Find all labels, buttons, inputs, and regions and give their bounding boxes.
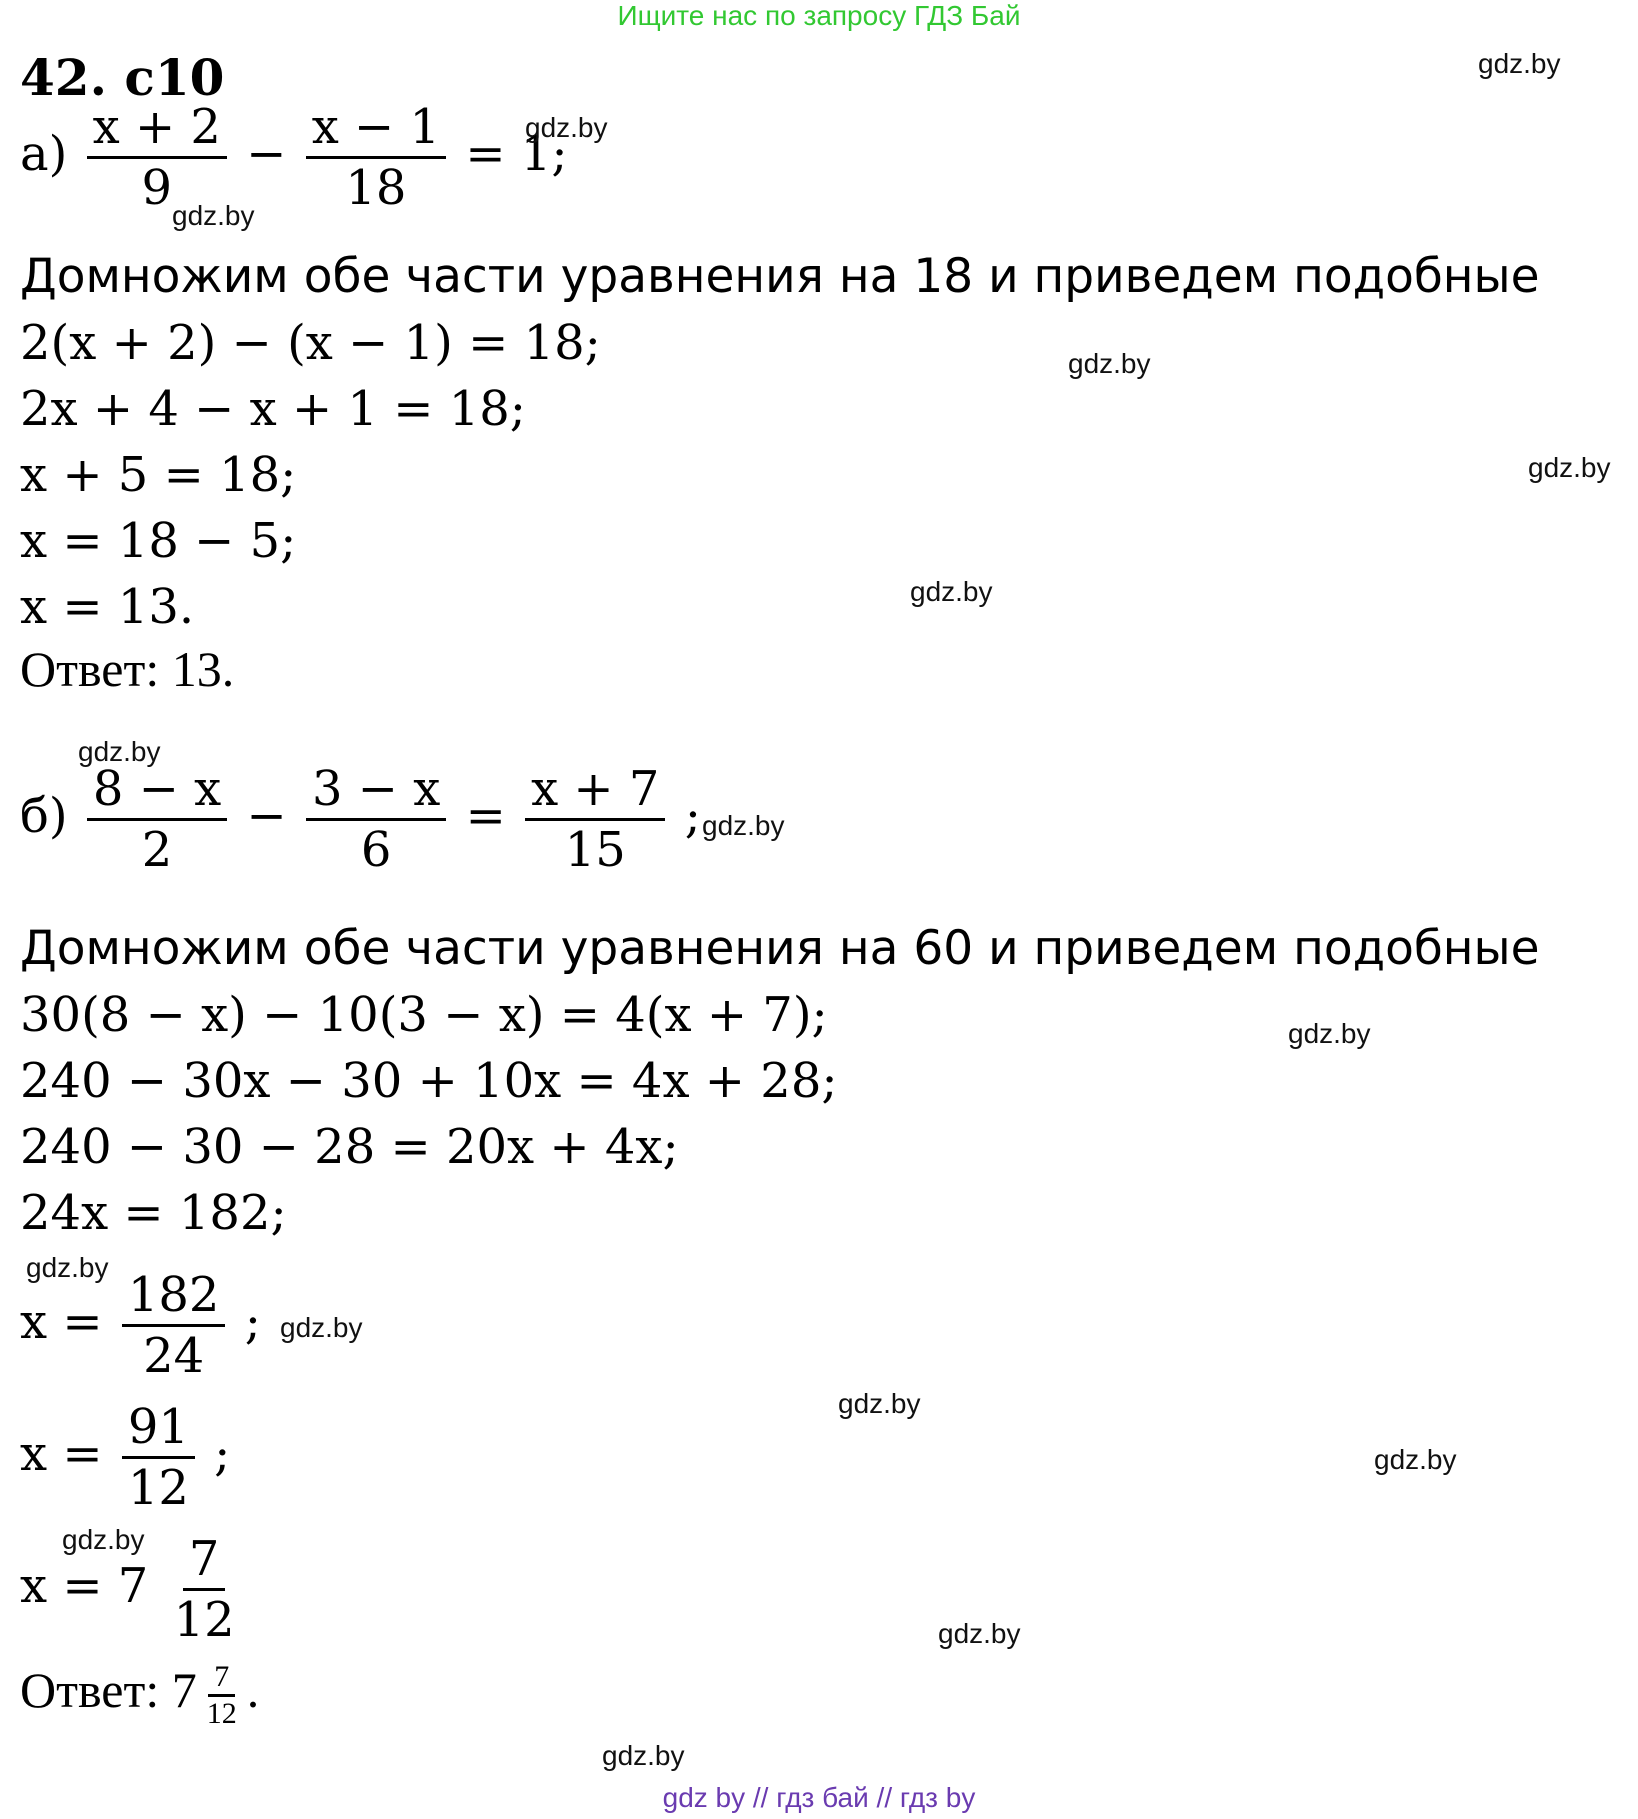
fraction-numerator: 7 (183, 1530, 226, 1591)
part-b-fraction-2 (306, 760, 446, 879)
fraction-denominator: 6 (360, 822, 392, 878)
part-a-step-5: x = 13. (20, 579, 195, 635)
answer-end: . (246, 1661, 260, 1718)
watermark: gdz.by (280, 1312, 363, 1343)
watermark: gdz.by (62, 1524, 145, 1555)
fraction-denominator: 24 (143, 1328, 205, 1384)
watermark: gdz.by (938, 1618, 1021, 1649)
footer-links: gdz by // гдз бай // гдз by (662, 1782, 976, 1813)
watermark: gdz.by (525, 112, 608, 143)
fraction-numerator: 182 (122, 1266, 226, 1327)
fraction-denominator: 18 (345, 160, 407, 216)
fraction-numerator: x + 2 (87, 98, 227, 159)
watermark: gdz.by (838, 1388, 921, 1419)
part-a-label: а) (20, 126, 68, 182)
frac-step-fraction (168, 1530, 241, 1649)
part-a-step-4: x = 18 − 5; (20, 513, 297, 569)
watermark: gdz.by (78, 736, 161, 767)
part-b-label: б) (20, 788, 68, 844)
part-b-answer (20, 1660, 259, 1731)
part-a-instruction: Домножим обе части уравнения на 18 и приведем подобные (20, 249, 1540, 304)
frac-step-lhs: x = (20, 1294, 103, 1350)
part-b-step-3: 240 − 30 − 28 = 20x + 4x; (20, 1119, 679, 1175)
part-a-answer: Ответ: 13. (20, 641, 235, 697)
part-b-step-2: 240 − 30x − 30 + 10x = 4x + 28; (20, 1053, 838, 1109)
part-b-step-1: 30(8 − x) − 10(3 − x) = 4(x + 7); (20, 987, 828, 1043)
watermark: gdz.by (1478, 48, 1561, 79)
semicolon: ; (684, 788, 701, 844)
watermark: gdz.by (26, 1252, 109, 1283)
part-a-fraction-2 (306, 98, 446, 217)
part-a-step-1: 2(x + 2) − (x − 1) = 18; (20, 315, 601, 371)
watermark: gdz.by (1528, 452, 1611, 483)
fraction-denominator: 2 (141, 822, 173, 878)
part-b-fraction-1 (87, 760, 227, 879)
watermark: gdz.by (702, 810, 785, 841)
fraction-numerator: 7 (208, 1660, 235, 1697)
watermark: gdz.by (602, 1740, 685, 1771)
part-b-fraction-3 (525, 760, 665, 879)
frac-step-lhs: x = 7 (20, 1558, 149, 1614)
fraction-denominator: 12 (127, 1460, 189, 1516)
frac-step-fraction (122, 1398, 195, 1517)
answer-fraction (201, 1660, 243, 1731)
fraction-numerator: 91 (122, 1398, 195, 1459)
part-b-step-4: 24x = 182; (20, 1185, 287, 1241)
fraction-denominator: 12 (206, 1697, 237, 1730)
frac-step-end: ; (244, 1294, 261, 1350)
fraction-numerator: 3 − x (306, 760, 446, 821)
part-b-instruction: Домножим обе части уравнения на 60 и приведем подобные (20, 921, 1540, 976)
equals-sign: = (465, 788, 506, 844)
fraction-denominator: 15 (564, 822, 626, 878)
search-hint-banner: Ищите нас по запросу ГДЗ Бай (617, 0, 1021, 31)
watermark: gdz.by (172, 200, 255, 231)
answer-prefix: Ответ: 7 (20, 1661, 197, 1718)
frac-step-end: ; (214, 1426, 231, 1482)
frac-step-lhs: x = (20, 1426, 103, 1482)
part-b-equation (20, 760, 701, 879)
watermark: gdz.by (1374, 1444, 1457, 1475)
frac-step-fraction (122, 1266, 226, 1385)
watermark: gdz.by (1288, 1018, 1371, 1049)
minus-sign: − (246, 126, 287, 182)
watermark: gdz.by (1068, 348, 1151, 379)
minus-sign: − (246, 788, 287, 844)
equation-rhs: = 1; (465, 126, 568, 182)
fraction-denominator: 12 (173, 1592, 235, 1648)
watermark: gdz.by (910, 576, 993, 607)
part-b-frac-step-2 (20, 1398, 230, 1517)
fraction-numerator: 8 − x (87, 760, 227, 821)
fraction-numerator: x + 7 (525, 760, 665, 821)
part-a-equation (20, 98, 568, 217)
part-a-step-3: x + 5 = 18; (20, 447, 297, 503)
problem-title: 42. с10 (20, 48, 225, 107)
part-a-step-2: 2x + 4 − x + 1 = 18; (20, 381, 526, 437)
fraction-numerator: x − 1 (306, 98, 446, 159)
fraction-denominator: 9 (141, 160, 173, 216)
